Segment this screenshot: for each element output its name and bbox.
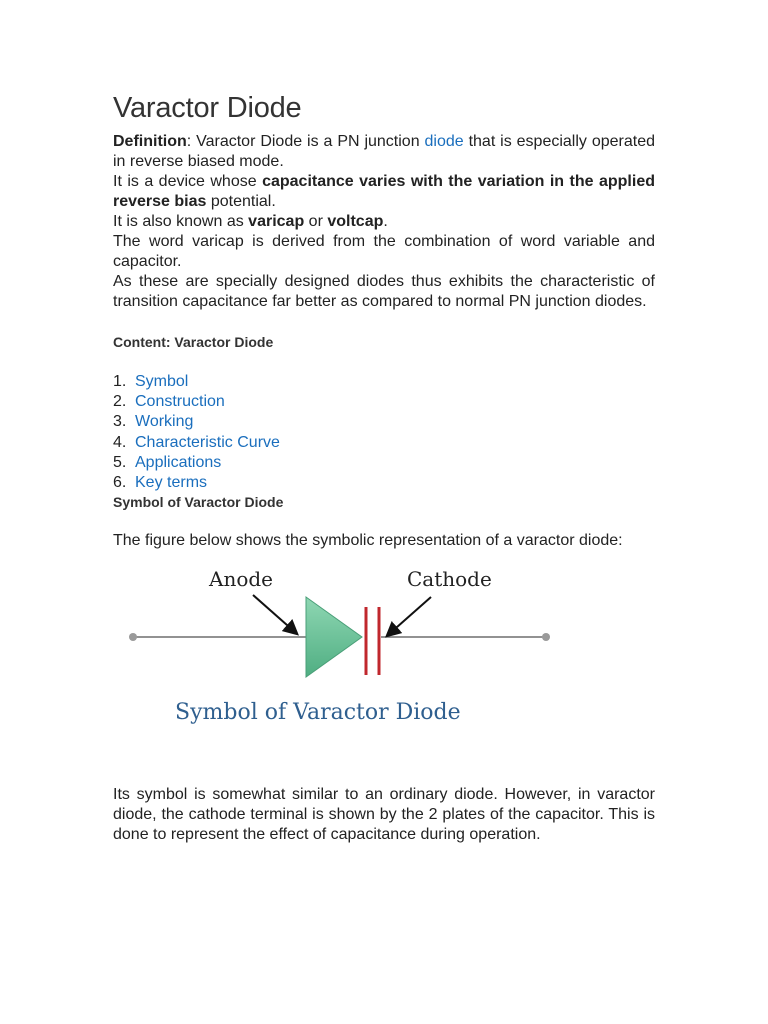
toc-link-characteristic-curve[interactable]: Characteristic Curve [135,433,280,451]
alias-paragraph [113,212,655,232]
anode-terminal-dot [129,633,137,641]
alias-text-before: It is also known as [113,213,249,230]
toc-number: 1. [113,373,127,390]
alias-text-after: . [383,213,388,230]
transition-capacitance-paragraph: As these are specially designed diodes thus exhibits the characteristic of transition capacitance far better as compared to normal PN junction diodes. [113,273,655,310]
varicap-origin-paragraph: The word varicap is derived from the combination of word variable and capacitor. [113,233,655,270]
symbol-description-paragraph: Its symbol is somewhat similar to an ordinary diode. However, in varactor diode, the cathode terminal is shown by the 2 plates of the capacitor. This is done to represent the effect of capacitance during operation. [113,786,655,844]
toc-item-characteristic-curve [113,433,655,453]
toc-item-symbol [113,372,655,392]
toc-link-symbol[interactable]: Symbol [135,373,189,390]
toc-item-applications [113,453,655,473]
definition-text-after: that is especially operated in reverse biased mode. [113,133,655,170]
anode-label: Anode [209,567,274,592]
varactor-symbol-diagram [113,565,655,755]
toc-number: 3. [113,413,127,431]
toc-number: 4. [113,433,127,451]
alias-varicap: varicap [248,213,305,230]
page-title: Varactor Diode [113,92,302,124]
toc-link-construction[interactable]: Construction [135,393,225,411]
table-of-contents [113,372,655,493]
toc-item-construction [113,392,655,412]
definition-text-before: : Varactor Diode is a PN junction [186,133,425,150]
toc-link-key-terms[interactable]: Key terms [135,474,208,492]
capacitance-text-after: potential. [206,193,276,210]
definition-label: Definition [113,133,187,150]
cathode-label: Cathode [407,567,492,592]
toc-item-working [113,412,655,432]
toc-link-applications[interactable]: Applications [135,453,222,471]
capacitance-text-before: It is a device whose [113,173,263,190]
alias-voltcap: voltcap [327,213,384,230]
diode-link[interactable]: diode [424,133,464,150]
symbol-section-heading: Symbol of Varactor Diode [113,494,284,511]
diode-triangle [306,597,362,677]
capacitance-paragraph [113,172,655,212]
toc-number: 5. [113,453,127,471]
alias-text-middle: or [304,213,328,230]
anode-arrow [253,595,296,633]
toc-number: 6. [113,474,127,492]
capacitance-bold: capacitance varies with the variation in the applied reverse bias [113,173,655,210]
cathode-arrow [388,597,431,635]
cathode-terminal-dot [542,633,550,641]
figure-caption: Symbol of Varactor Diode [175,700,461,726]
toc-item-key-terms [113,473,655,493]
article-body [113,88,655,845]
content-heading: Content: Varactor Diode [113,334,274,350]
figure-intro-text: The figure below shows the symbolic representation of a varactor diode: [113,532,623,550]
toc-number: 2. [113,393,127,411]
varactor-symbol-figure [113,565,655,755]
toc-link-working[interactable]: Working [135,413,194,431]
definition-paragraph [113,132,655,172]
